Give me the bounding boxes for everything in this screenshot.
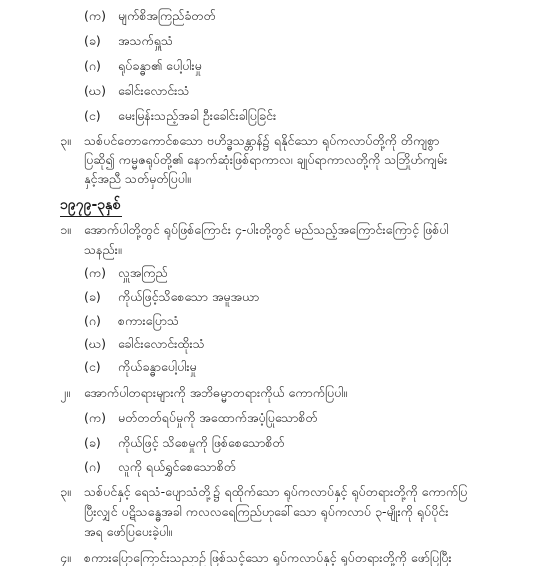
question-line: သနည်း။ — [84, 242, 122, 257]
item-label: (င) — [84, 359, 101, 374]
item-text: အသက်ရှူသံ — [118, 33, 174, 48]
item-text: ကိုယ်ဖြင့်သိစေသော အမူအယာ — [118, 289, 260, 304]
section-heading: ၁၉၇၉-၃နှစ် — [60, 197, 121, 213]
item-label: (ခ) — [84, 33, 101, 48]
item-label: (င) — [84, 108, 101, 123]
item-text: မျက်စိအကြည်ခံတတ် — [118, 8, 216, 23]
question-number: ၃။ — [60, 133, 71, 148]
list-item — [84, 265, 168, 281]
question-number: ၁။ — [60, 222, 71, 237]
item-text: ခေါင်းလောင်းထိုးသံ — [118, 336, 205, 351]
question-line: စကားပြောကြောင်းသညာဉ် ဖြစ်သင့်သော ရုပ်ကလာပ်နှင့် ရုပ်တရားတို့ကို ဖော်ပြပြီး — [84, 550, 452, 565]
item-label: (က) — [84, 265, 106, 280]
item-text: ကိုယ်ခန္ဓာပေါ့ပါးမှု — [118, 359, 197, 374]
question-number: ၄။ — [60, 550, 71, 565]
question-line: နှင့်အညီ သတ်မှတ်ပြပါ။ — [84, 171, 191, 186]
heading-underline — [60, 216, 122, 217]
list-item — [84, 58, 202, 74]
item-label: (ဂ) — [84, 313, 101, 328]
question-line: သစ်ပင်တောကောင်စသော ဗဟိဒ္ဓသန္တာန်၌ ရနိုင်သော ရုပ်ကလာပ်တို့ကို တိကျစွာ — [84, 133, 440, 148]
list-item — [84, 8, 216, 24]
item-text: လှူအကြည် — [118, 265, 168, 280]
item-text: မတ်တတ်ရပ်မှုကို အထောက်အပံ့ပြုသောစိတ် — [118, 410, 318, 425]
item-label: (က) — [84, 410, 106, 425]
list-item — [84, 108, 276, 124]
list-item — [84, 459, 236, 475]
question-line: သစ်ပင်နှင့် ရေသံ-ပျောသံတို့၌ ရထိုက်သော ရုပ်ကလာပ်နှင့် ရုပ်တရားတို့ကို ကောက်ပြ — [84, 484, 468, 499]
question-line: အောက်ပါတို့တွင် ရုပ်ဖြစ်ကြောင်း ၄-ပါးတို့တွင် မည်သည့်အကြောင်းကြောင့် ဖြစ်ပါ — [84, 222, 449, 237]
list-item — [84, 359, 197, 375]
item-label: (ဃ) — [84, 336, 106, 351]
question-line: အရ ဖော်ပြပေးခဲ့ပါ။ — [84, 524, 173, 539]
question-line: ပြဆို၍ ကမ္မဇရုပ်တို့၏ နောက်ဆုံးဖြစ်ရာကာလ၊ ချုပ်ရာကာလတို့ကို သဘြိုဟ်ကျမ်း — [84, 152, 448, 167]
item-label: (ခ) — [84, 435, 101, 450]
item-label: (ဂ) — [84, 58, 101, 73]
item-text: လူကို ရယ်ရွှင်စေသောစိတ် — [118, 459, 236, 474]
question-line: အောက်ပါတရားများကို အဘိဓမ္မာတရားကိုယ် ကောက်ပြပါ။ — [84, 385, 348, 400]
list-item — [84, 435, 285, 451]
question-number: ၃။ — [60, 484, 71, 499]
item-text: ရုပ်ခန္ဓာ၏ ပေါ့ပါးမှု — [118, 58, 202, 73]
item-text: ကိုယ်ဖြင့် သိစေမှုကို ဖြစ်စေသောစိတ် — [118, 435, 285, 450]
item-text: စကားပြောသံ — [118, 313, 180, 328]
list-item — [84, 289, 259, 305]
item-label: (ဃ) — [84, 83, 106, 98]
list-item — [84, 313, 179, 329]
question-line: ပြီးလျှင် ပဋိသန္ဓေအခါ ကလလရေကြည်ဟုခေါ်သော ရုပ်ကလာပ် ၃-မျိုးကို ရုပ်ပိုင်း — [84, 504, 449, 519]
item-label: (ခ) — [84, 289, 101, 304]
question-number: ၂။ — [60, 385, 70, 400]
item-text: မေးမြန်းသည့်အခါ ဦးခေါင်းခါပြခြင်း — [118, 108, 277, 123]
list-item — [84, 410, 318, 426]
item-label: (က) — [84, 8, 106, 23]
item-label: (ဂ) — [84, 459, 101, 474]
list-item — [84, 83, 189, 99]
list-item — [84, 33, 173, 49]
list-item — [84, 336, 205, 352]
item-text: ခေါင်းလောင်းသံ — [118, 83, 190, 98]
